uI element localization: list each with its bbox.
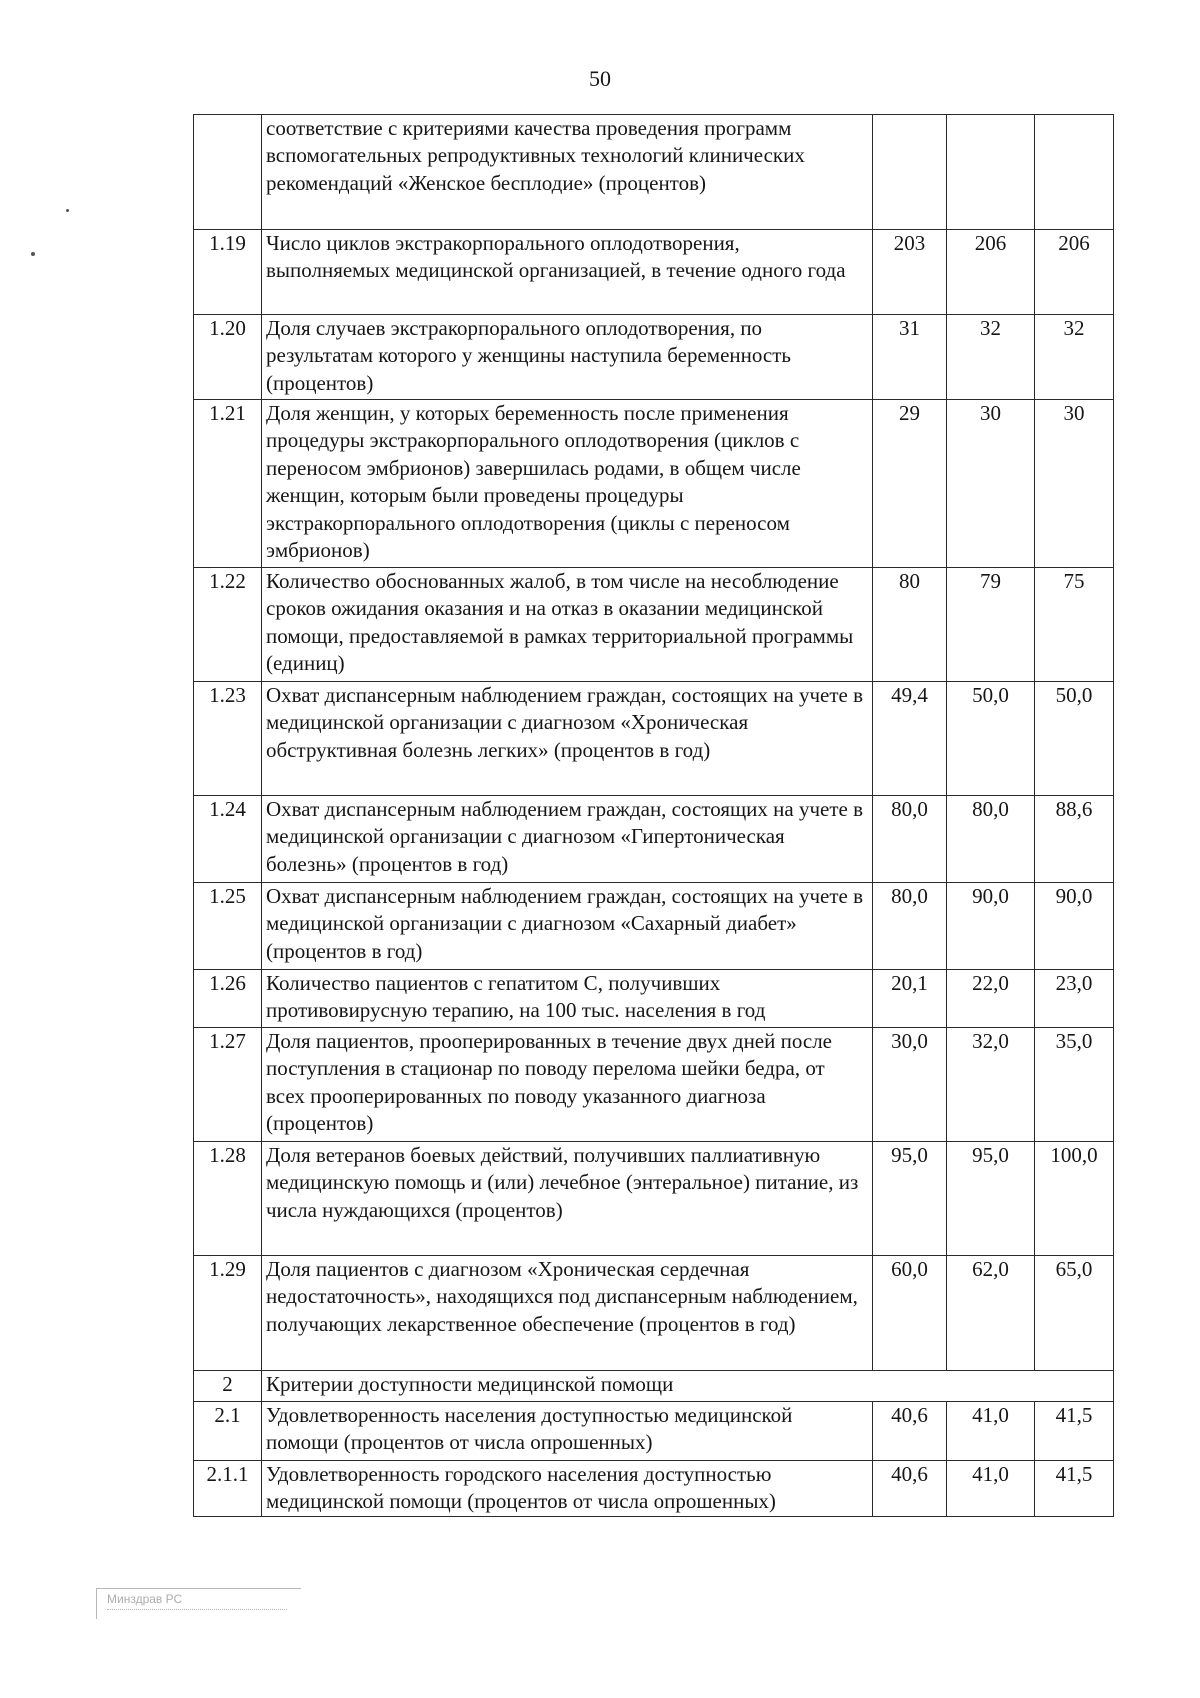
section-number: 2 [194,1371,262,1402]
value-year-2: 32 [947,315,1035,400]
value-year-2: 62,0 [947,1256,1035,1371]
value-year-3: 41,5 [1035,1402,1114,1461]
scan-speck [66,209,69,212]
row-description: Количество обоснованных жалоб, в том числе на несоблюдение сроков ожидания оказания и на отказ в оказании медицинской помощи, предоставляемой в рамках территориальной программы (единиц) [262,568,873,682]
value-year-3: 100,0 [1035,1142,1114,1256]
table-row [194,315,1114,400]
row-description: Доля пациентов, прооперированных в течение двух дней после поступления в стационар по поводу перелома шейки бедра, от всех прооперированных по поводу указанного диагноза (процентов) [262,1028,873,1142]
table-row [194,1142,1114,1256]
value-year-3: 32 [1035,315,1114,400]
registration-stamp [96,1588,301,1619]
value-year-3: 30 [1035,400,1114,568]
value-year-2: 95,0 [947,1142,1035,1256]
value-year-1: 60,0 [873,1256,947,1371]
value-year-2: 50,0 [947,682,1035,796]
row-number: 1.27 [194,1028,262,1142]
value-year-2: 30 [947,400,1035,568]
value-year-3 [1035,115,1114,230]
value-year-1: 30,0 [873,1028,947,1142]
row-number: 2.1 [194,1402,262,1461]
row-description: соответствие с критериями качества проведения программ вспомогательных репродуктивных технологий клинических рекомендаций «Женское бесплодие» (процентов) [262,115,873,230]
row-description: Число циклов экстракорпорального оплодотворения, выполняемых медицинской организацией, в течение одного года [262,230,873,315]
row-description: Охват диспансерным наблюдением граждан, состоящих на учете в медицинской организации с диагнозом «Гипертоническая болезнь» (процентов в год) [262,796,873,883]
row-number: 1.22 [194,568,262,682]
stamp-line [107,1609,287,1610]
criteria-table [193,114,1114,1517]
value-year-1: 80,0 [873,883,947,970]
table-row [194,1256,1114,1371]
value-year-1: 40,6 [873,1461,947,1517]
row-description: Удовлетворенность городского населения доступностью медицинской помощи (процентов от числа опрошенных) [262,1461,873,1517]
value-year-2: 32,0 [947,1028,1035,1142]
value-year-1: 29 [873,400,947,568]
value-year-1: 40,6 [873,1402,947,1461]
scan-speck [31,252,35,256]
value-year-3: 35,0 [1035,1028,1114,1142]
row-number: 1.24 [194,796,262,883]
value-year-3: 75 [1035,568,1114,682]
row-description: Удовлетворенность населения доступностью медицинской помощи (процентов от числа опрошенных) [262,1402,873,1461]
value-year-2: 79 [947,568,1035,682]
value-year-3: 88,6 [1035,796,1114,883]
table-row [194,1402,1114,1461]
table-row [194,568,1114,682]
value-year-3: 50,0 [1035,682,1114,796]
page-number: 50 [589,66,611,91]
value-year-1 [873,115,947,230]
value-year-3: 206 [1035,230,1114,315]
value-year-3: 65,0 [1035,1256,1114,1371]
table-row [194,682,1114,796]
row-description: Охват диспансерным наблюдением граждан, состоящих на учете в медицинской организации с диагнозом «Хроническая обструктивная болезнь легких» (процентов в год) [262,682,873,796]
row-description: Доля женщин, у которых беременность после применения процедуры экстракорпорального оплодотворения (циклов с переносом эмбрионов) завершилась родами, в общем числе женщин, которым были проведены процедуры экстракорпорального оплодотворения (циклы с переносом эмбрионов) [262,400,873,568]
row-description: Доля случаев экстракорпорального оплодотворения, по результатам которого у женщины наступила беременность (процентов) [262,315,873,400]
value-year-1: 20,1 [873,970,947,1028]
value-year-2: 206 [947,230,1035,315]
table-row [194,115,1114,230]
row-number: 1.21 [194,400,262,568]
value-year-1: 49,4 [873,682,947,796]
table-row [194,796,1114,883]
row-description: Количество пациентов с гепатитом С, получивших противовирусную терапию, на 100 тыс. населения в год [262,970,873,1028]
value-year-1: 95,0 [873,1142,947,1256]
value-year-2: 80,0 [947,796,1035,883]
section-title: Критерии доступности медицинской помощи [262,1371,1114,1402]
row-number: 1.25 [194,883,262,970]
value-year-2: 41,0 [947,1402,1035,1461]
row-number: 1.19 [194,230,262,315]
row-number: 1.29 [194,1256,262,1371]
value-year-2: 22,0 [947,970,1035,1028]
stamp-title: Минздрав РС [107,1592,183,1606]
table-row [194,400,1114,568]
value-year-3: 23,0 [1035,970,1114,1028]
value-year-1: 203 [873,230,947,315]
row-description: Доля пациентов с диагнозом «Хроническая сердечная недостаточность», находящихся под диспансерным наблюдением, получающих лекарственное обеспечение (процентов в год) [262,1256,873,1371]
table-row [194,230,1114,315]
row-number [194,115,262,230]
value-year-2 [947,115,1035,230]
value-year-2: 41,0 [947,1461,1035,1517]
value-year-1: 80 [873,568,947,682]
table-row [194,970,1114,1028]
row-description: Доля ветеранов боевых действий, получивших паллиативную медицинскую помощь и (или) лечебное (энтеральное) питание, из числа нуждающихся (процентов) [262,1142,873,1256]
row-number: 1.23 [194,682,262,796]
section-row [194,1371,1114,1402]
row-description: Охват диспансерным наблюдением граждан, состоящих на учете в медицинской организации с диагнозом «Сахарный диабет» (процентов в год) [262,883,873,970]
value-year-1: 31 [873,315,947,400]
table-row [194,1028,1114,1142]
table-row [194,883,1114,970]
value-year-2: 90,0 [947,883,1035,970]
row-number: 1.26 [194,970,262,1028]
value-year-1: 80,0 [873,796,947,883]
table-row [194,1461,1114,1517]
row-number: 2.1.1 [194,1461,262,1517]
row-number: 1.20 [194,315,262,400]
value-year-3: 41,5 [1035,1461,1114,1517]
value-year-3: 90,0 [1035,883,1114,970]
row-number: 1.28 [194,1142,262,1256]
